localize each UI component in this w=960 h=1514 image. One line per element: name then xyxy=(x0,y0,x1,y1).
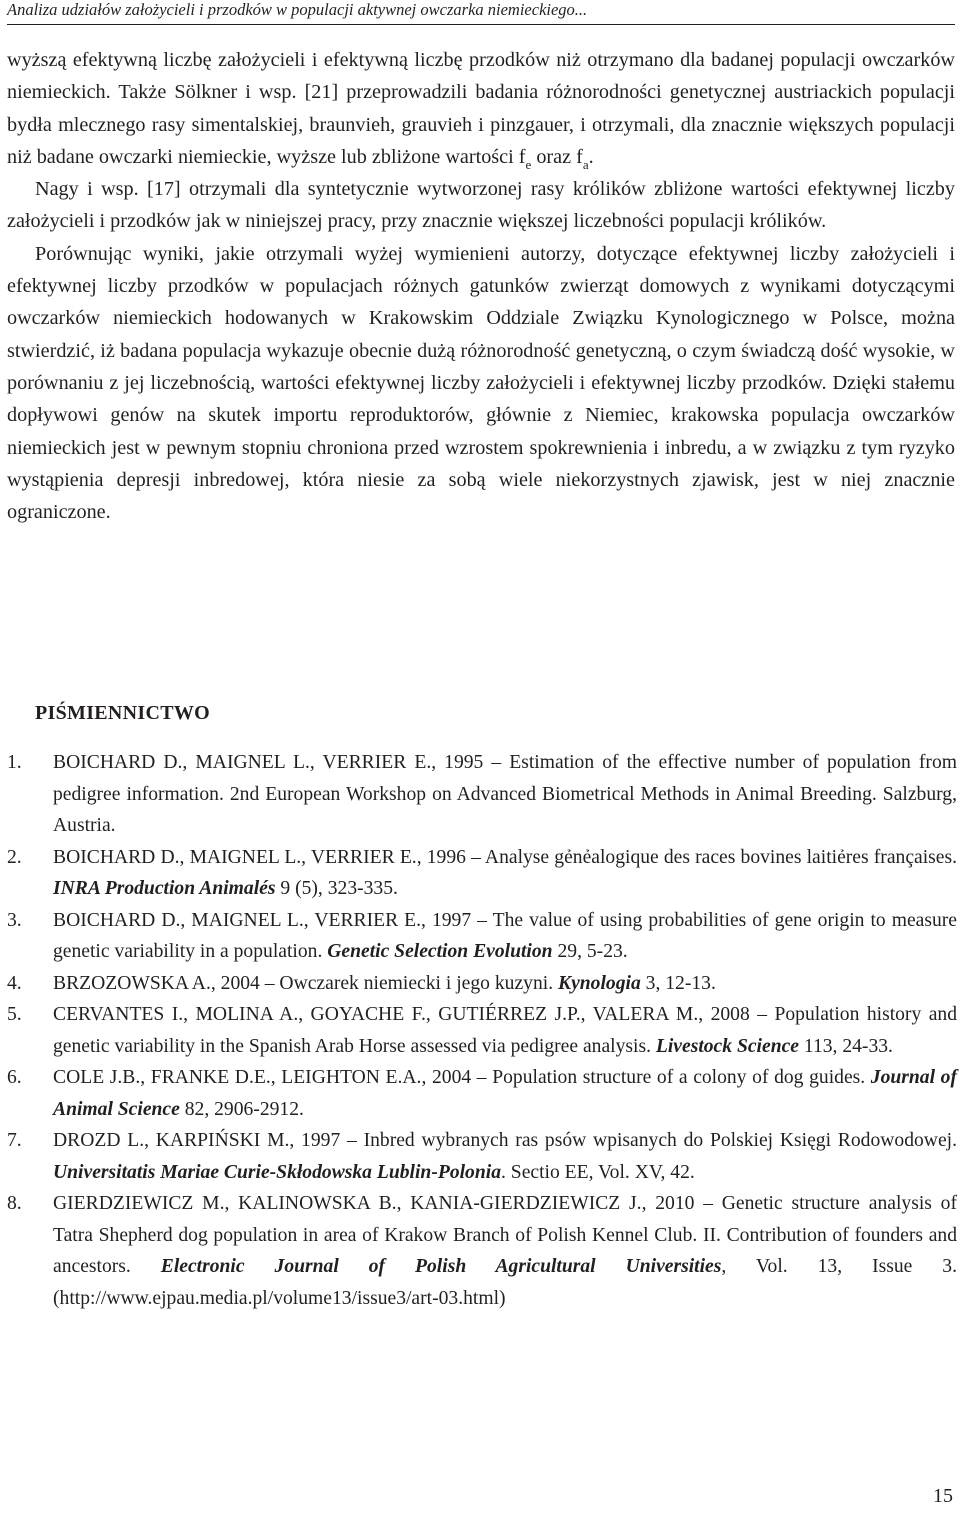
reference-tail: 113, 24-33. xyxy=(798,1035,893,1057)
reference-text: DROZD L., KARPIŃSKI M., 1997 – Inbred wybranych ras psów wpisanych do Polskiej Księgi Rodowodowej. xyxy=(53,1130,957,1151)
reference-number: 6. xyxy=(7,1067,22,1088)
paragraph-3: Porównując wyniki, jakie otrzymali wyżej wymienieni autorzy, dotyczące efektywnej liczby założycieli i efektywnej liczby przodków w populacjach różnych gatunków zwierząt domowych z wynikami dotyczącymi owczarków niemieckich hodowanych w Krakowskim Oddziale Związku Kynologicznego w Polsce, można stwierdzić, iż badana populacja wykazuje obecnie dużą różnorodność genetyczną, o czym świadczą dość wysokie, w porównaniu z jej liczebnością, wartości efektywnej liczby założycieli i efektywnej liczby przodków. Dzięki stałemu dopływowi genów na skutek importu reproduktorów, głównie z Niemiec, krakowska populacja owczarków niemieckich jest w pewnym stopniu chroniona przed wzrostem spokrewnienia i inbredu, a w związku z tym ryzyko wystąpienia depresji inbredowej, która niesie za sobą wiele niekorzystnych zjawisk, jest w niej znacznie ograniczone. xyxy=(7,242,955,524)
running-title: Analiza udziałów założycieli i przodków w populacji aktywnej owczarka niemieckiego... xyxy=(7,0,588,19)
reference-number: 7. xyxy=(7,1130,22,1151)
reference-text: BOICHARD D., MAIGNEL L., VERRIER E., 1996 – Analyse gẻnẻalogique des races bovines laitiẻres françaises. xyxy=(53,846,957,868)
reference-text: GIERDZIEWICZ M., KALINOWSKA B., KANIA-GIERDZIEWICZ J., 2010 – Genetic structure analysis of Tatra Shepherd dog population in area of Krakow Branch of Polish Kennel Club. II. Contribution of founders and ancestors. xyxy=(53,1193,957,1277)
paragraph-1-text: wyższą efektywną liczbę założycieli i efektywną liczbę przodków niż otrzymano dla badanej populacji owczarków niemieckich. Także Sölkner i wsp. [21] przeprowadzili badania różnorodności genetycznej austriackich populacji bydła mlecznego rasy simentalskiej, braunvieh, grauvieh i pinzgauer, i otrzymali, dla znacznie większych populacji niż badane owczarki niemieckie, wyższe lub zbliżone wartości f xyxy=(7,49,955,168)
reference-item xyxy=(7,1062,957,1125)
reference-tail: 29, 5-23. xyxy=(552,941,628,962)
reference-number: 8. xyxy=(7,1193,22,1214)
paragraph-1-mid: oraz f xyxy=(531,145,583,168)
reference-item xyxy=(7,1125,957,1188)
reference-number: 2. xyxy=(7,846,22,868)
reference-tail: . Sectio EE, Vol. XV, 42. xyxy=(501,1161,695,1183)
reference-text: CERVANTES I., MOLINA A., GOYACHE F., GUTIÉRREZ J.P., VALERA M., 2008 – Population history and genetic variability in the Spanish Arab Horse assessed via pedigree analysis. xyxy=(53,1004,957,1057)
subscript-a: a xyxy=(582,156,589,172)
reference-journal: Journal of Animal Science xyxy=(53,1067,957,1120)
reference-journal: Kynologia xyxy=(558,972,641,994)
reference-item xyxy=(7,968,957,1000)
reference-journal: Universitatis Mariae Curie-Skłodowska Lublin-Polonia xyxy=(53,1161,501,1183)
reference-text: COLE J.B., FRANKE D.E., LEIGHTON E.A., 2004 – Population structure of a colony of dog guides. xyxy=(53,1067,871,1088)
reference-tail: 9 (5), 323-335. xyxy=(275,878,398,899)
reference-item xyxy=(7,747,957,842)
reference-journal: Electronic Journal of Polish Agricultural Universities xyxy=(160,1256,722,1277)
reference-number: 4. xyxy=(7,972,22,994)
reference-tail: 82, 2906-2912. xyxy=(179,1098,304,1120)
reference-item xyxy=(7,999,957,1062)
paragraph-2: Nagy i wsp. [17] otrzymali dla syntetycznie wytworzonej rasy królików zbliżone wartości efektywnej liczby założycieli i przodków jak w niniejszej pracy, przy znacznie większej liczebności populacji królików. xyxy=(7,178,955,233)
reference-item xyxy=(7,1188,957,1314)
reference-item xyxy=(7,842,957,905)
reference-tail: 3, 12-13. xyxy=(640,972,716,994)
reference-text: BOICHARD D., MAIGNEL L., VERRIER E., 1997 – The value of using probabilities of gene origin to measure genetic variability in a population. xyxy=(53,909,957,962)
reference-number: 1. xyxy=(7,752,22,773)
reference-journal: Livestock Science xyxy=(655,1035,799,1057)
reference-number: 3. xyxy=(7,909,22,931)
reference-journal: INRA Production Animalés xyxy=(53,878,276,899)
reference-tail: , Vol. 13, Issue 3. (http://www.ejpau.media.pl/volume13/issue3/art-03.html) xyxy=(53,1256,958,1309)
reference-journal: Genetic Selection Evolution xyxy=(327,941,553,962)
reference-number: 5. xyxy=(7,1004,22,1025)
subscript-e: e xyxy=(525,156,532,172)
references-heading: PIŚMIENNICTWO xyxy=(35,702,211,724)
paragraph-1-end: . xyxy=(588,145,594,168)
references-list xyxy=(7,747,957,1314)
body-text xyxy=(7,44,955,528)
reference-item xyxy=(7,905,957,968)
paragraph-1 xyxy=(7,44,955,173)
reference-text: BOICHARD D., MAIGNEL L., VERRIER E., 1995 – Estimation of the effective number of population from pedigree information. 2nd European Workshop on Advanced Biometrical Methods in Animal Breeding. Salzburg, Austria. xyxy=(53,752,957,836)
reference-text: BRZOZOWSKA A., 2004 – Owczarek niemiecki i jego kuzyni. xyxy=(53,972,558,994)
running-header xyxy=(7,0,955,25)
page-number: 15 xyxy=(933,1485,953,1507)
